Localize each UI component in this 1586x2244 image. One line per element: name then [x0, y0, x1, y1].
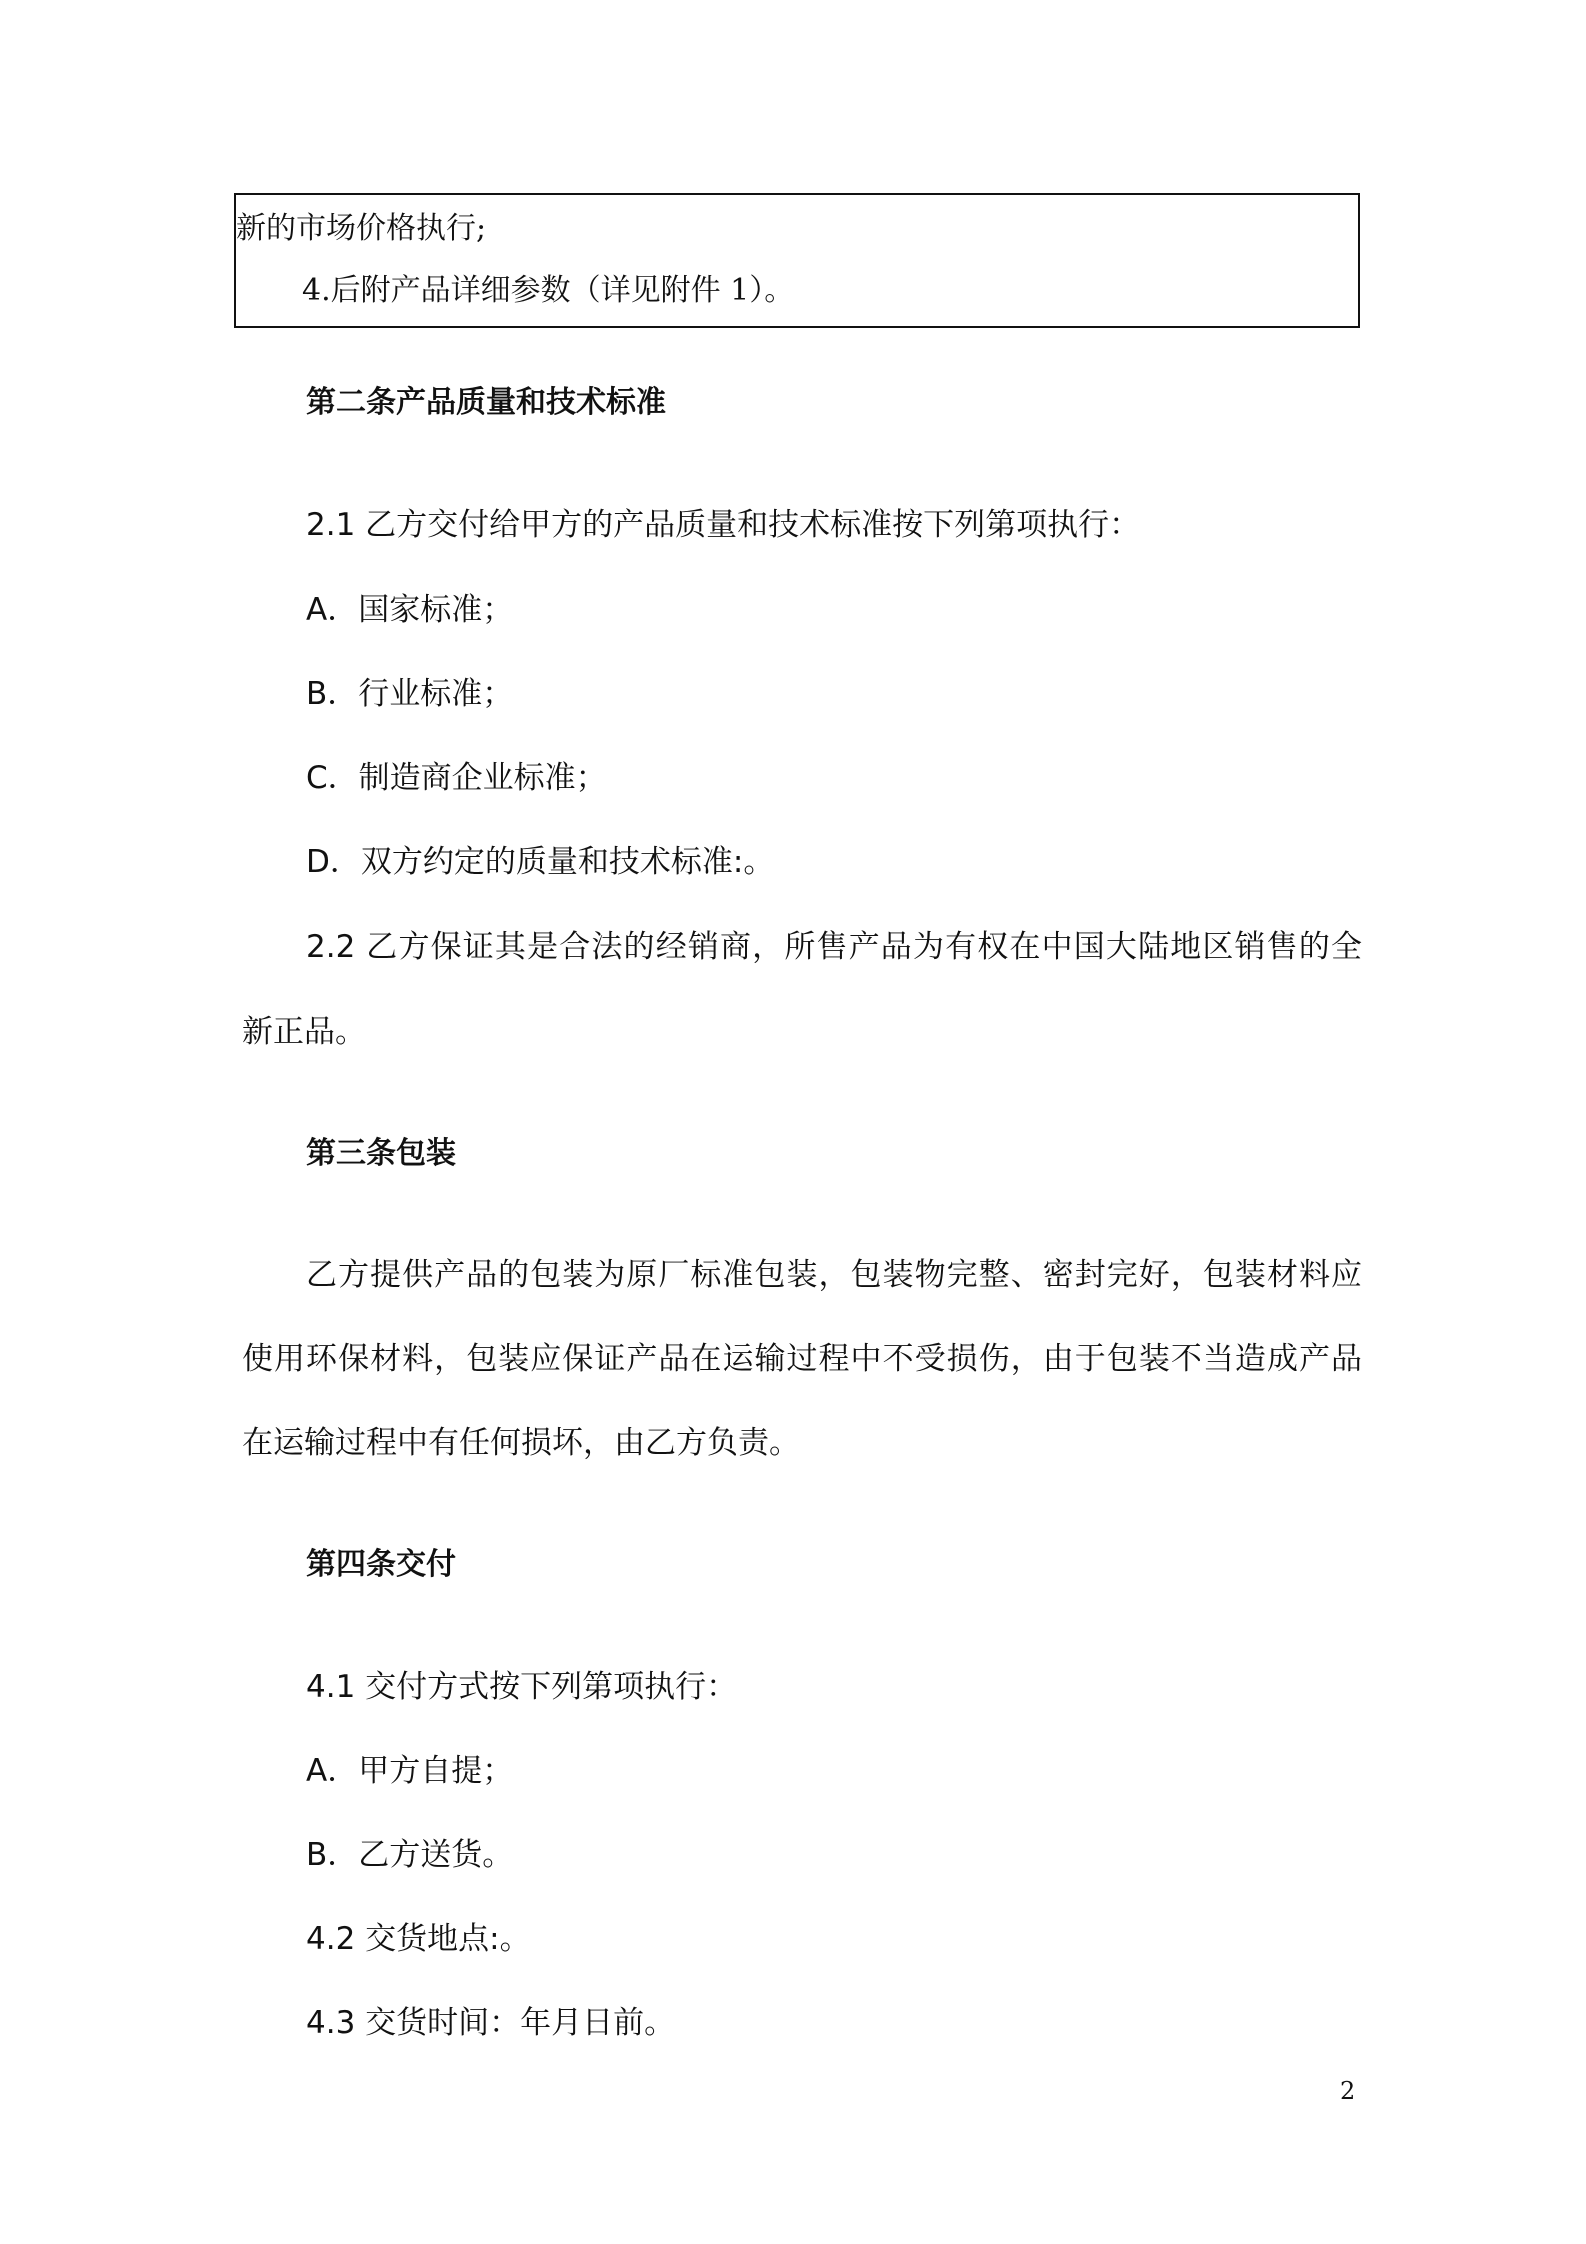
section-3-paragraph-line-2: 使用环保材料，包装应保证产品在运输过程中不受损伤，由于包装不当造成产品: [242, 1341, 1362, 1377]
section-4-clause-4-3: 4.3 交货时间：年月日前。: [306, 2005, 676, 2041]
box-line-2: 4.后附产品详细参数（详见附件 1）。: [302, 273, 795, 308]
section-2-option-d: D．双方约定的质量和技术标准:。: [306, 844, 775, 880]
box-line-1: 新的市场价格执行;: [236, 211, 487, 246]
boxed-continuation: [234, 193, 1360, 328]
section-3-heading: 第三条包装: [306, 1136, 456, 1171]
section-2-option-b: B．行业标准；: [306, 676, 514, 712]
section-4-clause-4-1: 4.1 交付方式按下列第项执行：: [306, 1669, 738, 1705]
section-3-paragraph-line-3: 在运输过程中有任何损坏，由乙方负责。: [242, 1425, 800, 1461]
section-2-option-c: C．制造商企业标准；: [306, 760, 607, 796]
section-2-clause-2-1: 2.1 乙方交付给甲方的产品质量和技术标准按下列第项执行：: [306, 507, 1141, 543]
section-4-clause-4-2: 4.2 交货地点:。: [306, 1921, 531, 1957]
page-number: 2: [1340, 2077, 1356, 2105]
section-2-clause-2-2-line-2: 新正品。: [242, 1014, 366, 1050]
section-4-heading: 第四条交付: [306, 1547, 456, 1582]
section-2-option-a: A．国家标准；: [306, 592, 514, 628]
section-2-heading: 第二条产品质量和技术标准: [306, 385, 666, 420]
section-2-clause-2-2-line-1: 2.2 乙方保证其是合法的经销商，所售产品为有权在中国大陆地区销售的全: [306, 929, 1362, 965]
section-4-option-b: B．乙方送货。: [306, 1837, 514, 1873]
section-3-paragraph-line-1: 乙方提供产品的包装为原厂标准包装，包装物完整、密封完好，包装材料应: [306, 1257, 1362, 1293]
section-4-option-a: A．甲方自提；: [306, 1753, 514, 1789]
